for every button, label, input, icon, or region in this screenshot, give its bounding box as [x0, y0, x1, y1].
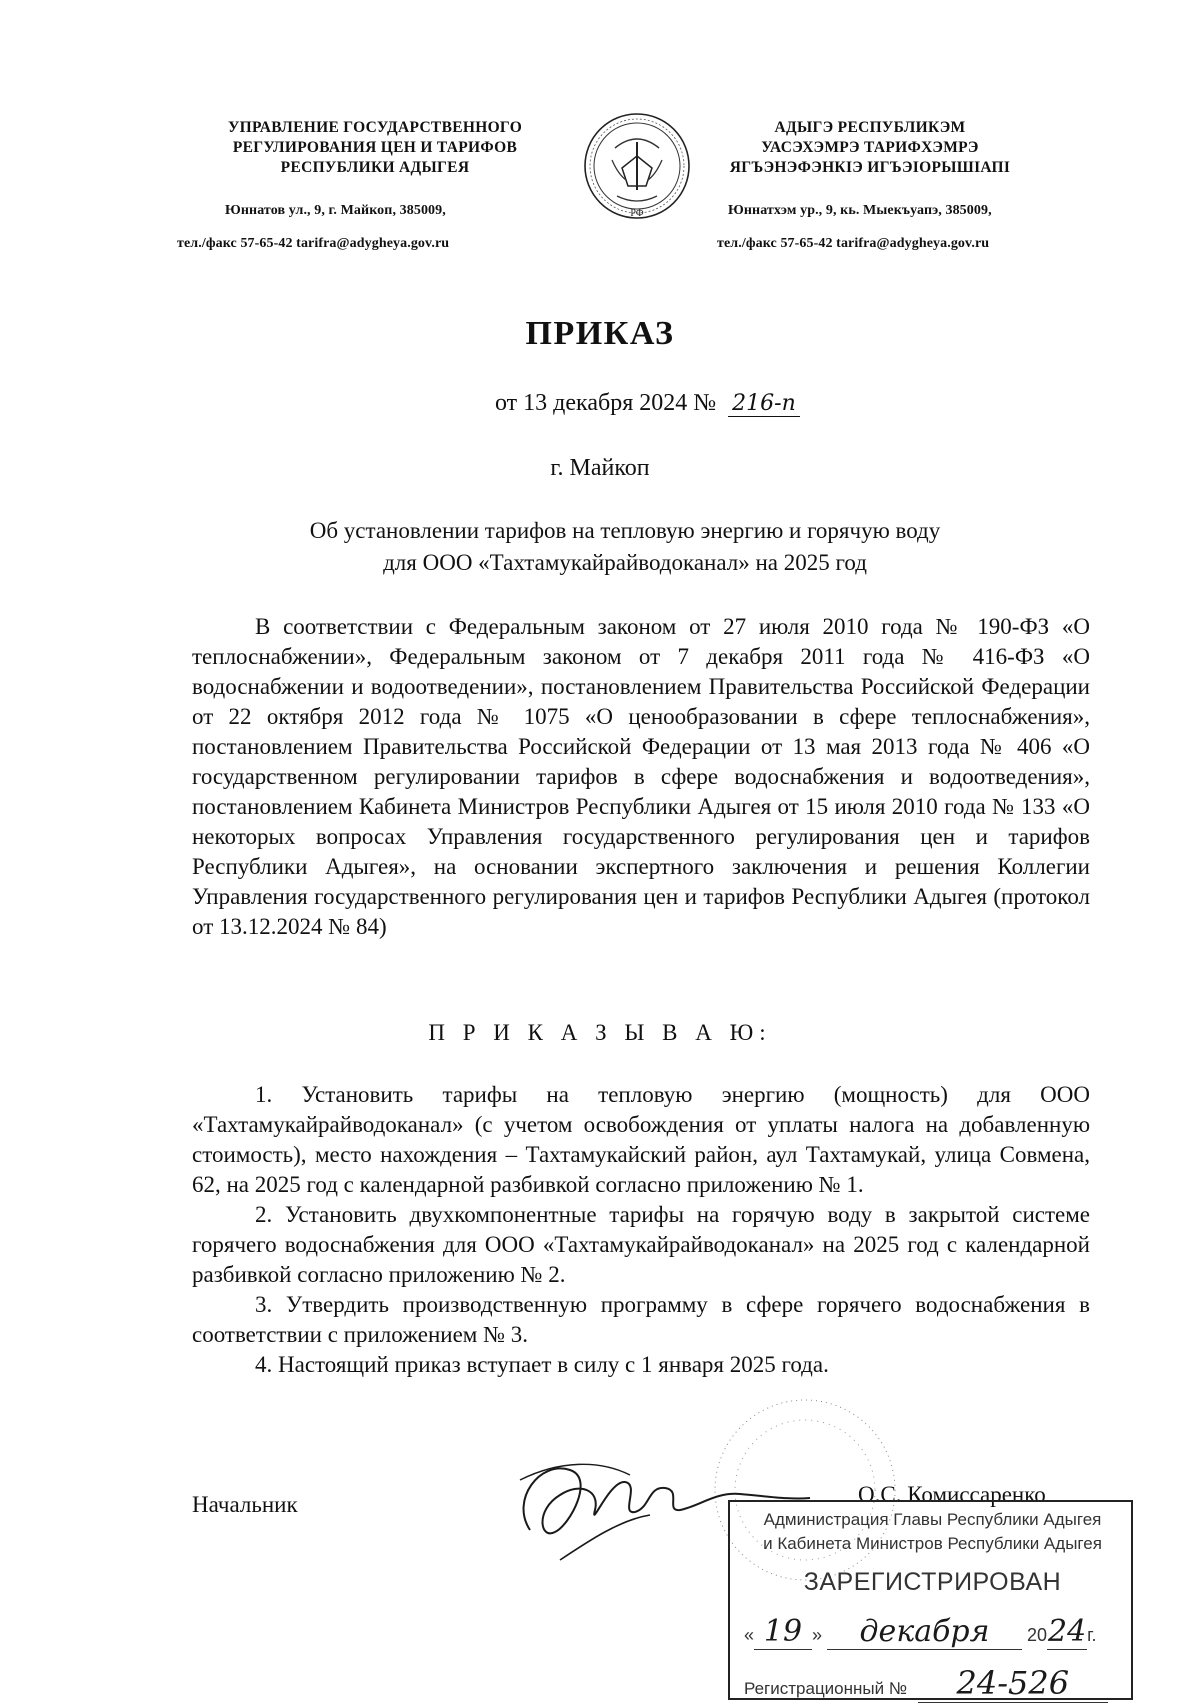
document-preamble: В соответствии с Федеральным законом от 27 июля 2010 года № 190-ФЗ «О теплоснабжении», Федеральным законом от 7 декабря 2011 года № 416-ФЗ «О водоснабжении и водоотведении», постановлением Правительства Российской Федерации от 22 октября 2012 года № 1075 «О ценообразовании в сфере теплоснабжения», постановлением Правительства Российской Федерации от 13 мая 2013 года № 406 «О государственном регулировании тарифов в сфере водоснабжения и водоотведения», постановлением Кабинета Министров Республики Адыгея от 15 июля 2010 года № 133 «О некоторых вопросах Управления государственного регулирования цен и тарифов Республики Адыгея», на основании экспертного заключения и решения Коллегии Управления государственного регулирования цен и тарифов Республики Адыгея (протокол от 13.12.2024 № 84) [192, 614, 1090, 939]
letterhead-left [175, 118, 575, 178]
letterhead-left-line: УПРАВЛЕНИЕ ГОСУДАРСТВЕННОГО [227, 119, 523, 136]
order-items [192, 1080, 1090, 1380]
document-number-handwritten: 216-п [728, 391, 800, 417]
letterhead-left-line: РЕСПУБЛИКИ АДЫГЕЯ [280, 159, 470, 176]
registration-number-label: Регистрационный № [744, 1679, 908, 1698]
registration-month: декабря [827, 1614, 1022, 1650]
registration-stamp [728, 1500, 1133, 1700]
document-date: от 13 декабря 2024 № [495, 390, 717, 416]
document-title: ПРИКАЗ [525, 315, 675, 352]
order-item: 2. Установить двухкомпонентные тарифы на горячую воду в закрытой системе горячего водоснабжения для ООО «Тахтамукайрайводоканал» на 2025 год с календарной разбивкой согласно приложению № 2. [192, 1202, 1090, 1287]
order-heading: П Р И К А З Ы В А Ю: [428, 1020, 772, 1045]
order-item: 4. Настоящий приказ вступает в силу с 1 января 2025 года. [255, 1352, 829, 1377]
signatory-role: Начальник [192, 1492, 298, 1517]
registration-year: 24 [1047, 1614, 1087, 1649]
registration-number-line [744, 1664, 1129, 1703]
letterhead-right-line: УАСЭХЭМРЭ ТАРИФХЭМРЭ [761, 139, 979, 156]
document-date-line [495, 390, 800, 417]
letterhead-left-contact: тел./факс 57-65-42 tarifra@adygheya.gov.ru [177, 236, 450, 251]
document-subject [240, 515, 1010, 579]
registration-year-prefix: 20 [1027, 1625, 1048, 1645]
letterhead-left-line: РЕГУЛИРОВАНИЯ ЦЕН И ТАРИФОВ [232, 139, 518, 156]
letterhead-left-address: Юннатов ул., 9, г. Майкоп, 385009, [225, 203, 446, 218]
letterhead-right [670, 118, 1070, 178]
registration-year-end: г. [1087, 1625, 1097, 1645]
letterhead-right-line: ЯГЪЭНЭФЭНКІЭ ИГЪЭІОРЫШІАПІ [729, 159, 1011, 176]
registration-stamp-title: ЗАРЕГИСТРИРОВАН [803, 1568, 1062, 1596]
document-subject-line: Об установлении тарифов на тепловую энергию и горячую воду [309, 518, 941, 543]
registration-day: 19 [754, 1614, 812, 1650]
document-city: г. Майкоп [550, 455, 650, 481]
letterhead-right-line: АДЫГЭ РЕСПУБЛИКЭМ [774, 119, 966, 136]
emblem-text: РФ [630, 208, 644, 219]
letterhead-right-contact: тел./факс 57-65-42 tarifra@adygheya.gov.ru [717, 236, 990, 251]
registration-date: « 19 » декабря 2024г. [744, 1614, 1097, 1649]
order-item: 1. Установить тарифы на тепловую энергию (мощность) для ООО «Тахтамукайрайводоканал» (с учетом освобождения от уплаты налога на добавленную стоимость), место нахождения – Тахтамукайский район, аул Тахтамукай, улица Совмена, 62, на 2025 год с календарной разбивкой согласно приложению № 1. [192, 1082, 1090, 1197]
letterhead-right-address: Юннатхэм ур., 9, кь. Мыекъуапэ, 385009, [728, 203, 992, 218]
order-item: 3. Утвердить производственную программу в сфере горячего водоснабжения в соответствии с приложением № 3. [192, 1292, 1090, 1347]
registration-stamp-authority: и Кабинета Министров Республики Адыгея [763, 1534, 1102, 1553]
registration-stamp-authority: Администрация Главы Республики Адыгея [763, 1510, 1102, 1529]
registration-number: 24-526 [918, 1664, 1108, 1703]
signatory-name: О.С. Комиссаренко [858, 1482, 1046, 1507]
document-subject-line: для ООО «Тахтамукайрайводоканал» на 2025 год [383, 550, 867, 575]
